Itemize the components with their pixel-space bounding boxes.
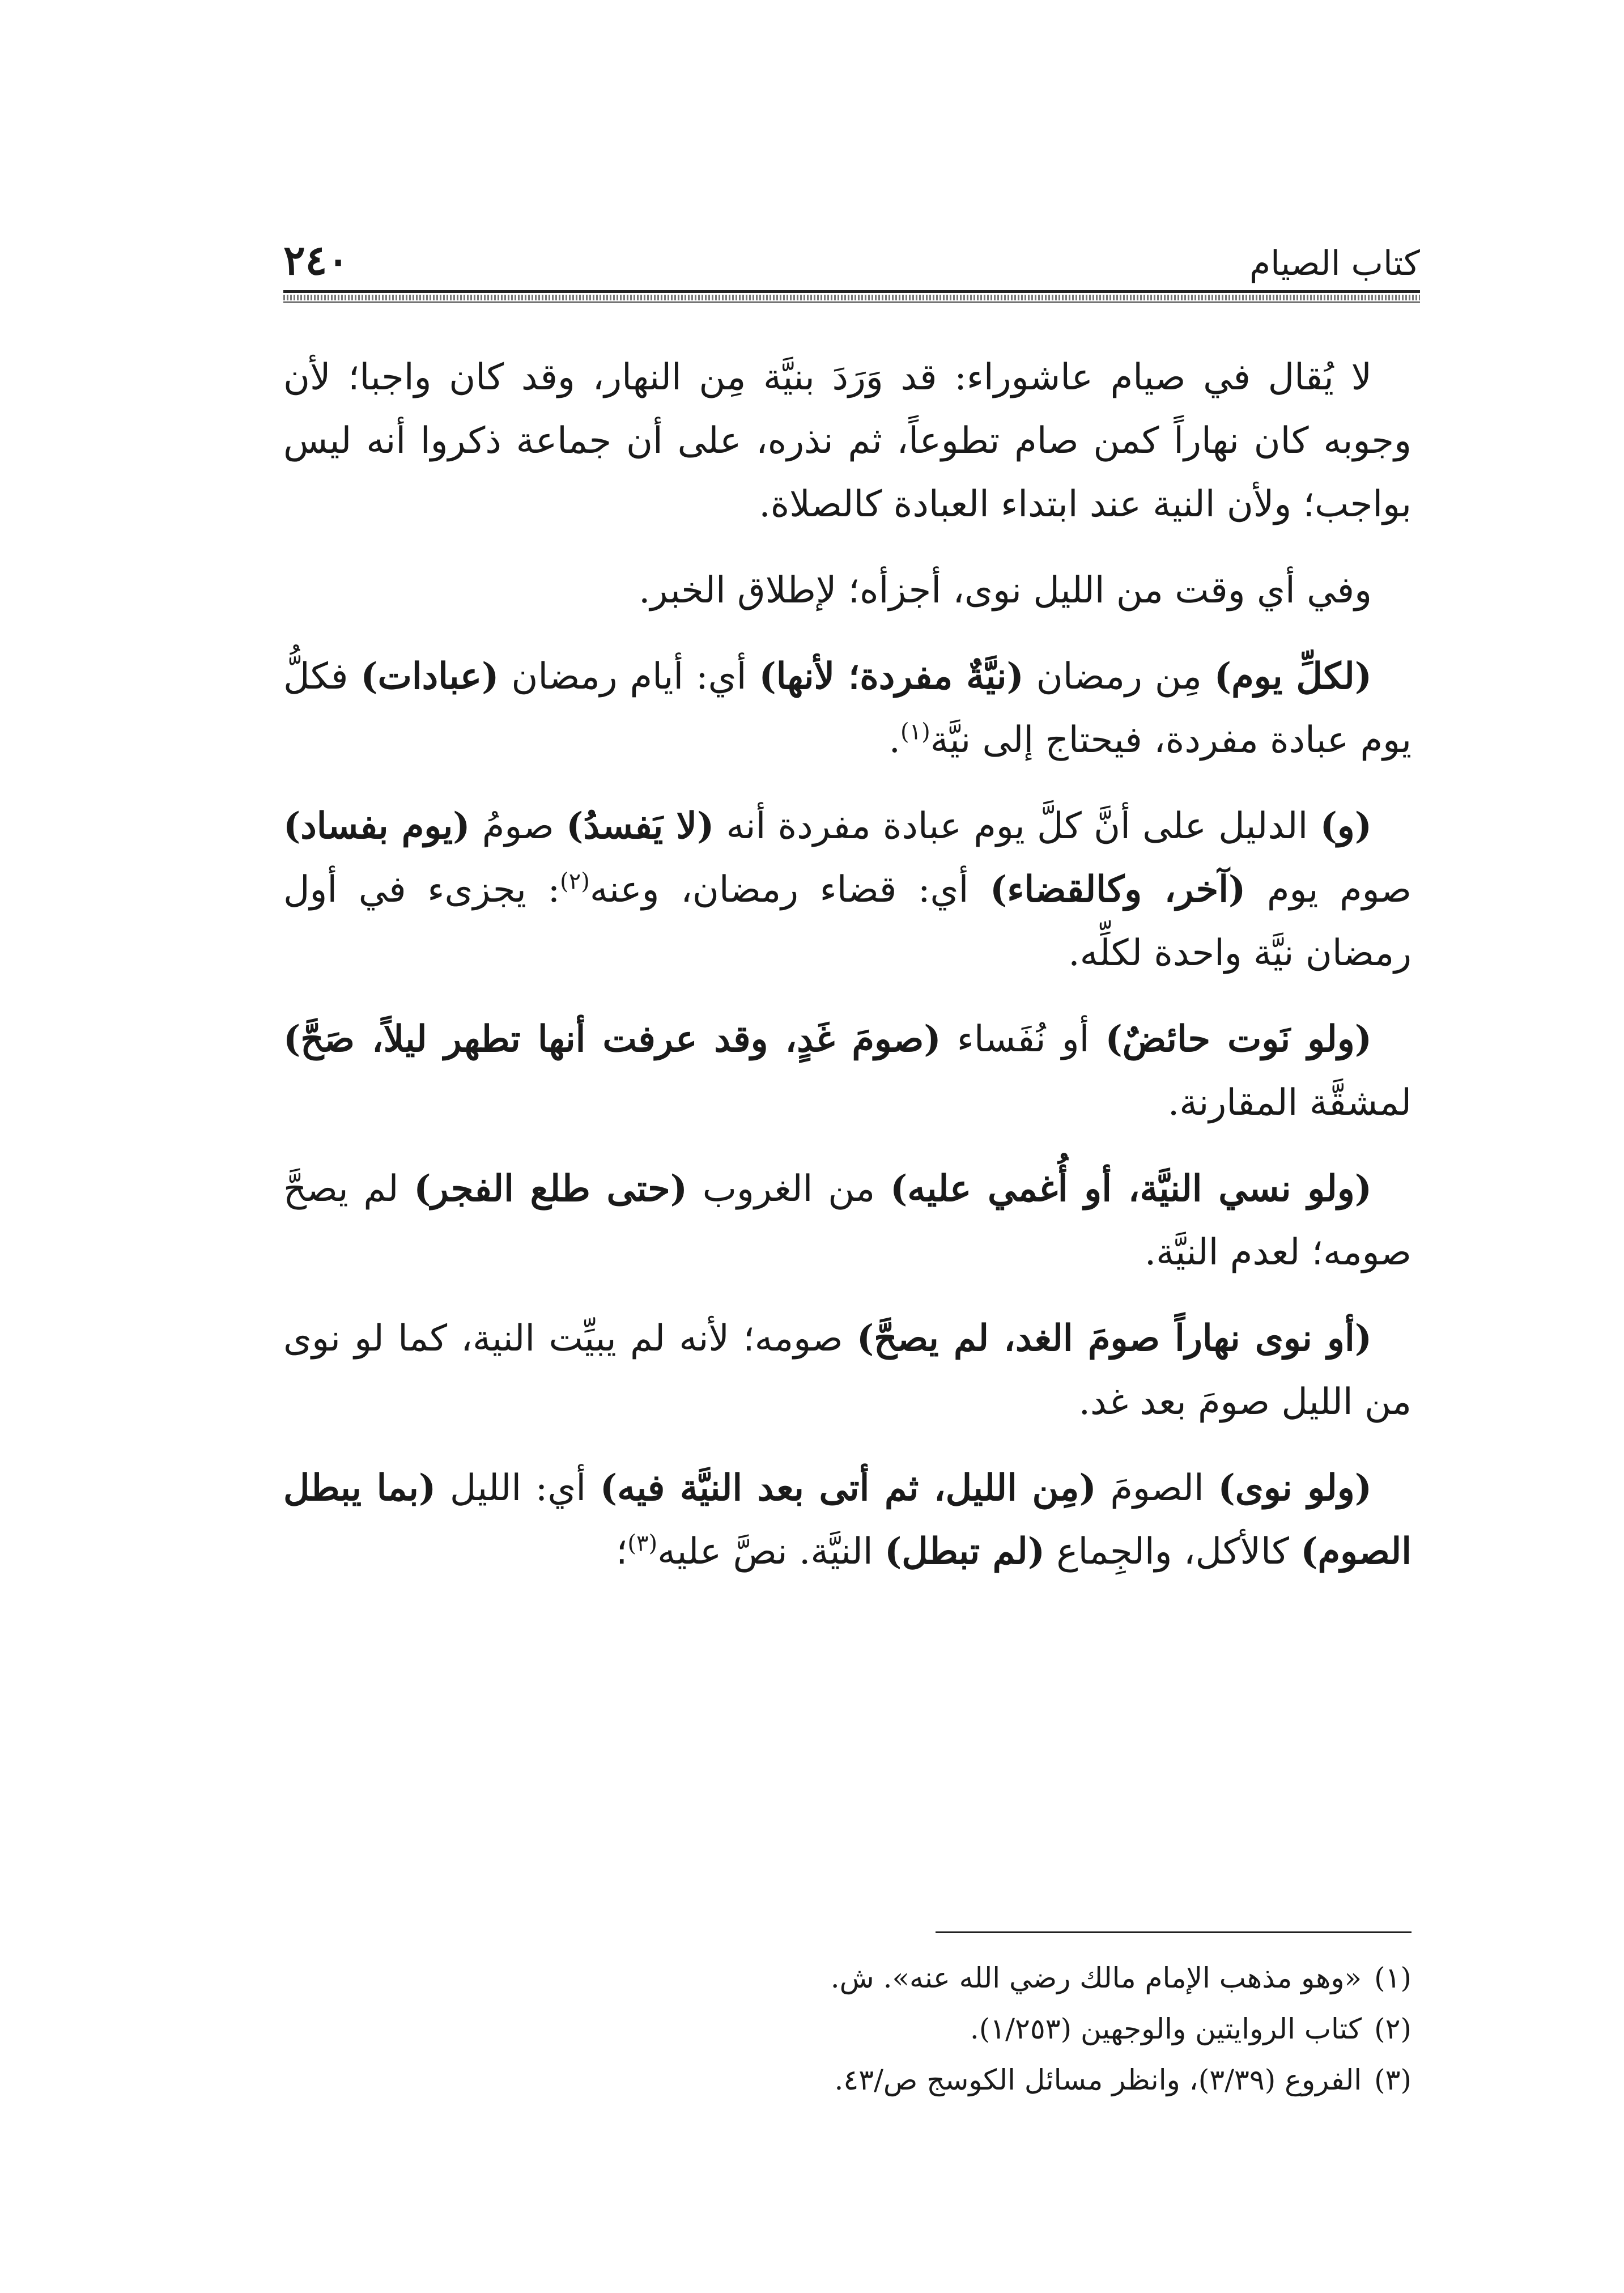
- footnote-number: (٢): [1374, 2012, 1412, 2045]
- paragraph-8: [283, 1457, 1412, 1583]
- text-run: .: [888, 719, 900, 761]
- text-run: من الغروب: [687, 1168, 890, 1210]
- running-title: كتاب الصيام: [1249, 244, 1420, 283]
- bold-phrase: (بما يبطل الصوم): [283, 1467, 1412, 1573]
- footnote-text: «وهو مذهب الإمام مالك رضي الله عنه». ش.: [830, 1961, 1362, 1994]
- text-run: : يجزىء في أول رمضان نيَّة واحدة لكلِّه.: [283, 869, 1412, 974]
- bold-phrase: (ولو نسي النيَّة، أو أُغمي عليه): [890, 1167, 1372, 1210]
- footnote-ref-3[interactable]: (٣): [627, 1530, 658, 1557]
- footnote-2: [283, 2003, 1412, 2054]
- text-run: أي: أيام رمضان: [499, 656, 759, 698]
- text-run: النيَّة. نصَّ عليه: [657, 1531, 885, 1573]
- bold-phrase: (لم تبطل): [884, 1530, 1045, 1573]
- text-run: مِن رمضان: [1023, 656, 1214, 698]
- paragraph-5: [283, 1008, 1412, 1135]
- bold-phrase: (و): [1320, 805, 1372, 847]
- text-run: صومُ: [470, 805, 567, 847]
- footnote-3: [283, 2054, 1412, 2105]
- bold-phrase: (أو نوى نهاراً صومَ الغد، لم يصحَّ): [856, 1317, 1372, 1360]
- footnote-number: (١): [1374, 1961, 1412, 1994]
- text-run: فكلُّ يوم عبادة مفردة، فيحتاج إلى نيَّة: [283, 656, 1412, 761]
- bold-phrase: (نيَّةٌ مفردة؛ لأنها): [759, 655, 1024, 698]
- text-run: لمشقَّة المقارنة.: [1167, 1082, 1412, 1124]
- bold-phrase: (لا يَفسدُ): [566, 805, 715, 847]
- text-run: أي: قضاء رمضان، وعنه: [589, 869, 990, 911]
- footnote-separator: [936, 1931, 1412, 1933]
- footnote-ref-2[interactable]: (٢): [560, 868, 590, 895]
- footnote-text: الفروع (٣/٣٩)، وانظر مسائل الكوسج ص/٤٣.: [834, 2063, 1362, 2096]
- text-run: ؛: [616, 1531, 628, 1573]
- bold-phrase: (ولو نَوت حائضٌ): [1105, 1018, 1372, 1060]
- paragraph-1: لا يُقال في صيام عاشوراء: قد وَرَدَ بنيَّة مِن النهار، وقد كان واجبا؛ لأن وجوبه كان نهاراً كمن صام تطوعاً، ثم نذره، على أن جماعة ذكروا أنه ليس بواجب؛ ولأن النية عند ابتداء العبادة كالصلاة.: [283, 356, 1412, 525]
- bold-phrase: (ولو نوى): [1218, 1467, 1372, 1509]
- footnote-ref-1[interactable]: (١): [900, 719, 930, 745]
- running-head: [283, 224, 1420, 284]
- footnote-number: (٣): [1374, 2063, 1412, 2096]
- text-run: صوم يوم: [1245, 869, 1412, 911]
- page-number: ٢٤٠: [283, 236, 350, 284]
- bold-phrase: (مِن الليل، ثم أتى بعد النيَّة فيه): [600, 1467, 1096, 1509]
- paragraph-3: [283, 645, 1412, 772]
- paragraph-4: [283, 795, 1412, 985]
- paragraph-6: [283, 1157, 1412, 1284]
- bold-phrase: (حتى طلع الفجر): [414, 1167, 687, 1210]
- paragraph-7: [283, 1307, 1412, 1434]
- text-run: أي: الليل: [436, 1467, 600, 1509]
- footnote-1: [283, 1952, 1412, 2003]
- footnote-text: كتاب الروايتين والوجهين (١/٢٥٣).: [970, 2012, 1362, 2045]
- header-rule: [283, 290, 1420, 300]
- text-run: لم يصحَّ صومه؛ لعدم النيَّة.: [283, 1168, 1412, 1273]
- text-run: الصومَ: [1096, 1467, 1218, 1509]
- text-run: كالأكل، والجِماع: [1044, 1531, 1301, 1573]
- text-run: صومه؛ لأنه لم يبيِّت النية، كما لو نوى من الليل صومَ بعد غد.: [283, 1318, 1412, 1423]
- bold-phrase: (آخر، وكالقضاء): [990, 868, 1246, 911]
- paragraph-2: وفي أي وقت من الليل نوى، أجزأه؛ لإطلاق الخبر.: [639, 570, 1372, 612]
- bold-phrase: (لكلِّ يوم): [1214, 655, 1372, 698]
- footnotes: [283, 1952, 1412, 2105]
- bold-phrase: (صومَ غَدٍ، وقد عرفت أنها تطهر ليلاً، صَحَّ): [283, 1018, 941, 1060]
- text-run: الدليل على أنَّ كلَّ يوم عبادة مفردة أنه: [714, 805, 1320, 847]
- bold-phrase: (عبادات): [360, 655, 499, 698]
- text-run: أو نُفَساء: [941, 1018, 1106, 1060]
- bold-phrase: (يوم بفساد): [283, 805, 470, 847]
- body-text: [283, 346, 1412, 1606]
